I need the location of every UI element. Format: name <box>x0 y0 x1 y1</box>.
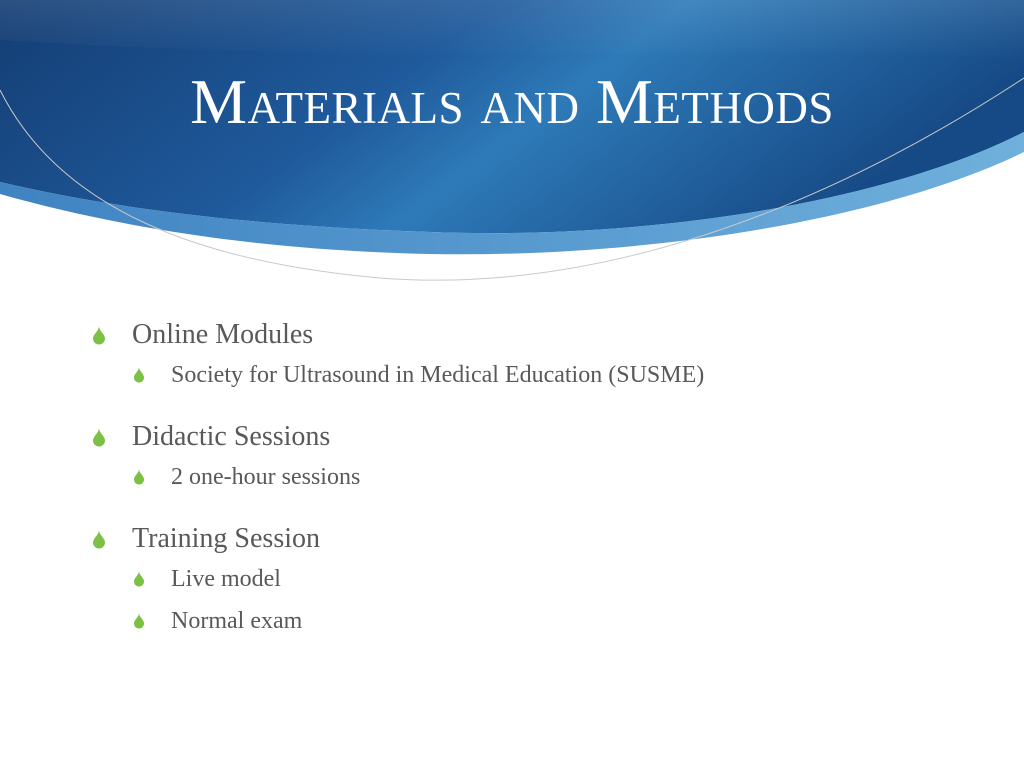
droplet-icon <box>92 530 106 549</box>
sub-item-label: 2 one-hour sessions <box>171 463 361 490</box>
list-item-label: Training Session <box>132 523 321 554</box>
droplet-icon <box>133 469 145 485</box>
sub-item-label: Normal exam <box>171 607 303 634</box>
list-item-label: Didactic Sessions <box>132 421 331 452</box>
droplet-icon <box>92 428 106 447</box>
sub-item-label: Live model <box>171 565 281 592</box>
list-item-training-session <box>92 520 972 642</box>
droplet-icon <box>133 571 145 587</box>
bullet-list <box>92 316 972 642</box>
slide-title: Materials and Methods <box>190 66 834 137</box>
list-item-online-modules <box>92 316 972 396</box>
droplet-icon <box>92 326 106 345</box>
droplet-icon <box>133 613 145 629</box>
list-item-label: Online Modules <box>132 319 314 350</box>
droplet-icon <box>133 367 145 383</box>
sub-item-label: Society for Ultrasound in Medical Education (SUSME) <box>171 361 705 388</box>
list-item-didactic-sessions <box>92 418 972 498</box>
header-wave-banner <box>0 0 1024 290</box>
